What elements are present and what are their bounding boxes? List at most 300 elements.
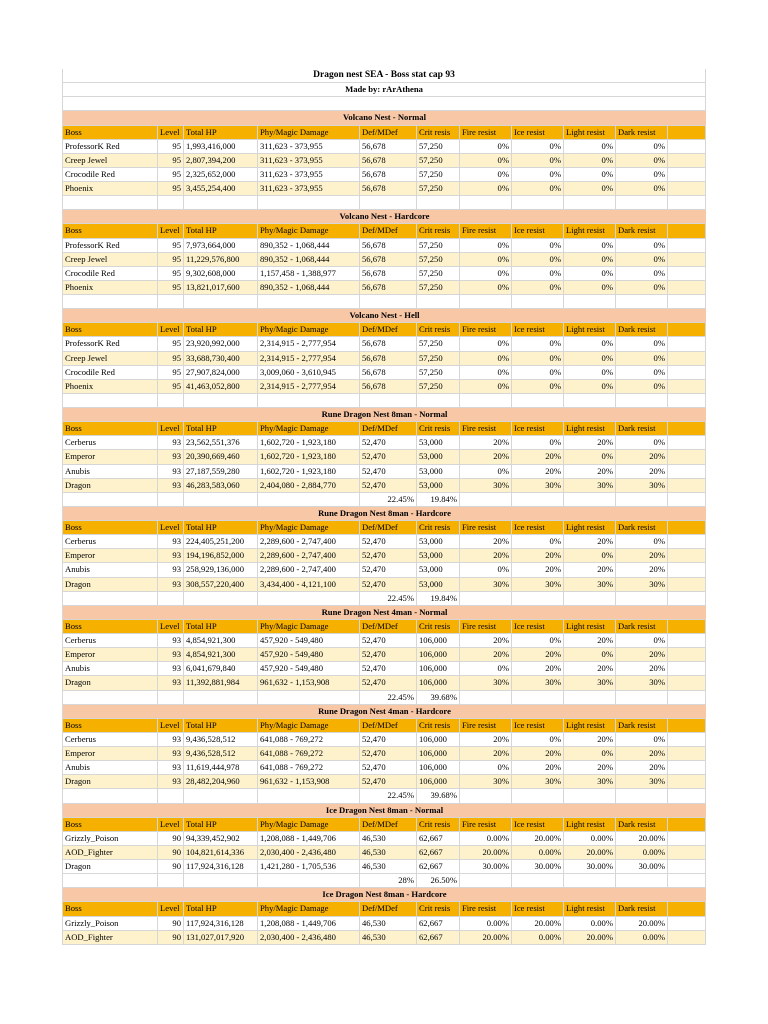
table-cell: 53,000 xyxy=(417,436,460,449)
table-cell: 0% xyxy=(460,662,512,675)
table-cell: 1,602,720 - 1,923,180 xyxy=(258,436,360,449)
column-header: Def/MDef xyxy=(360,126,417,139)
table-row xyxy=(62,549,706,563)
table-cell: 23,920,992,000 xyxy=(184,337,258,350)
column-header: Crit resis xyxy=(417,719,460,732)
table-cell: 641,088 - 769,272 xyxy=(258,747,360,760)
table-cell: 20% xyxy=(616,761,668,774)
table-cell: Creep Jewel xyxy=(62,253,158,266)
section-title: Rune Dragon Nest 4man - Normal xyxy=(62,606,706,619)
table-row xyxy=(62,352,706,366)
table-cell: 0% xyxy=(616,239,668,252)
table-cell: 1,421,280 - 1,705,536 xyxy=(258,860,360,873)
table-cell: 1,208,088 - 1,449,706 xyxy=(258,832,360,845)
table-cell: 457,920 - 549,480 xyxy=(258,662,360,675)
column-header: Dark resist xyxy=(616,224,668,237)
table-cell: Grizzly_Poison xyxy=(62,917,158,930)
table-cell: 2,404,080 - 2,884,770 xyxy=(258,479,360,492)
column-header: Phy/Magic Damage xyxy=(258,719,360,732)
summary-cell xyxy=(564,592,616,605)
table-cell: 194,196,852,000 xyxy=(184,549,258,562)
table-cell: 30% xyxy=(512,676,564,689)
column-header: Boss xyxy=(62,818,158,831)
table-cell: 57,250 xyxy=(417,352,460,365)
table-cell: Emperor xyxy=(62,450,158,463)
summary-cell: 22.45% xyxy=(360,789,417,802)
table-cell: 52,470 xyxy=(360,676,417,689)
column-header: Total HP xyxy=(184,719,258,732)
header-spacer xyxy=(668,422,706,435)
column-header: Light resist xyxy=(564,422,616,435)
table-cell: 0% xyxy=(564,154,616,167)
row-spacer xyxy=(668,154,706,167)
table-cell: 56,678 xyxy=(360,337,417,350)
table-cell: 0% xyxy=(616,535,668,548)
column-header: Level xyxy=(158,620,184,633)
table-cell: Dragon xyxy=(62,860,158,873)
table-cell: 0.00% xyxy=(616,846,668,859)
column-header: Boss xyxy=(62,422,158,435)
table-cell: Creep Jewel xyxy=(62,352,158,365)
table-cell: 0% xyxy=(564,648,616,661)
column-header: Def/MDef xyxy=(360,323,417,336)
table-cell: 106,000 xyxy=(417,634,460,647)
table-cell: 20% xyxy=(460,436,512,449)
column-header: Crit resis xyxy=(417,224,460,237)
table-cell: 9,436,528,512 xyxy=(184,747,258,760)
column-header: Boss xyxy=(62,620,158,633)
table-cell: 52,470 xyxy=(360,662,417,675)
table-cell: 20% xyxy=(616,549,668,562)
table-cell: 30% xyxy=(564,775,616,788)
table-cell: 57,250 xyxy=(417,337,460,350)
sheet-subtitle-row xyxy=(62,83,706,97)
summary-cell xyxy=(158,592,184,605)
summary-cell xyxy=(184,691,258,704)
table-row xyxy=(62,578,706,592)
summary-cell xyxy=(258,592,360,605)
section-title-row xyxy=(62,705,706,719)
summary-cell xyxy=(258,789,360,802)
summary-cell xyxy=(62,592,158,605)
table-cell: 52,470 xyxy=(360,761,417,774)
table-cell: 0% xyxy=(616,634,668,647)
column-header: Phy/Magic Damage xyxy=(258,422,360,435)
table-cell: 20% xyxy=(460,733,512,746)
table-cell: 62,667 xyxy=(417,917,460,930)
table-cell: Dragon xyxy=(62,676,158,689)
table-cell: 0% xyxy=(460,239,512,252)
column-header: Total HP xyxy=(184,521,258,534)
table-cell: 30% xyxy=(460,578,512,591)
table-cell: Emperor xyxy=(62,747,158,760)
column-header: Level xyxy=(158,818,184,831)
table-cell: 9,302,608,000 xyxy=(184,267,258,280)
column-header: Total HP xyxy=(184,620,258,633)
table-cell: 93 xyxy=(158,479,184,492)
summary-cell xyxy=(564,394,616,407)
summary-cell xyxy=(184,394,258,407)
table-cell: 46,530 xyxy=(360,860,417,873)
table-cell: 93 xyxy=(158,549,184,562)
summary-cell: 26.50% xyxy=(417,874,460,887)
summary-cell xyxy=(360,394,417,407)
summary-cell xyxy=(158,196,184,209)
table-cell: 52,470 xyxy=(360,747,417,760)
table-cell: 4,854,921,300 xyxy=(184,648,258,661)
table-cell: Phoenix xyxy=(62,182,158,195)
column-header: Light resist xyxy=(564,818,616,831)
table-cell: 20% xyxy=(616,662,668,675)
table-cell: 62,667 xyxy=(417,931,460,944)
table-cell: 90 xyxy=(158,846,184,859)
table-cell: 93 xyxy=(158,634,184,647)
table-cell: 0% xyxy=(512,239,564,252)
table-cell: 20% xyxy=(460,648,512,661)
summary-cell xyxy=(258,493,360,506)
row-spacer xyxy=(668,352,706,365)
header-row xyxy=(62,620,706,634)
table-cell: 11,229,576,800 xyxy=(184,253,258,266)
column-header: Ice resist xyxy=(512,719,564,732)
summary-cell xyxy=(616,789,668,802)
table-cell: 890,352 - 1,068,444 xyxy=(258,281,360,294)
column-header: Light resist xyxy=(564,719,616,732)
section-title-row xyxy=(62,408,706,422)
table-cell: 0% xyxy=(460,380,512,393)
section-title-row xyxy=(62,606,706,620)
table-cell: 0% xyxy=(616,140,668,153)
column-header: Fire resist xyxy=(460,126,512,139)
table-row xyxy=(62,337,706,351)
row-spacer xyxy=(668,479,706,492)
table-cell: 20% xyxy=(564,634,616,647)
blank-row xyxy=(62,97,706,111)
sections-container xyxy=(62,111,706,944)
table-cell: 20% xyxy=(512,747,564,760)
table-cell: 20.00% xyxy=(564,931,616,944)
table-cell: 0.00% xyxy=(512,931,564,944)
table-cell: AOD_Fighter xyxy=(62,846,158,859)
sheet-title-row xyxy=(62,69,706,83)
column-header: Level xyxy=(158,422,184,435)
summary-cell xyxy=(184,196,258,209)
row-spacer xyxy=(668,775,706,788)
table-cell: 0% xyxy=(616,253,668,266)
section-title: Rune Dragon Nest 8man - Hardcore xyxy=(62,507,706,520)
row-spacer xyxy=(668,563,706,576)
summary-cell xyxy=(512,493,564,506)
table-row xyxy=(62,832,706,846)
table-cell: 27,187,559,280 xyxy=(184,465,258,478)
table-cell: 30% xyxy=(616,676,668,689)
table-cell: 30% xyxy=(564,676,616,689)
summary-cell: 22.45% xyxy=(360,493,417,506)
column-header: Crit resis xyxy=(417,902,460,915)
table-row xyxy=(62,239,706,253)
spreadsheet xyxy=(62,69,706,945)
table-cell: 20.00% xyxy=(616,917,668,930)
table-cell: Grizzly_Poison xyxy=(62,832,158,845)
table-cell: 106,000 xyxy=(417,775,460,788)
table-cell: 7,973,664,000 xyxy=(184,239,258,252)
header-row xyxy=(62,224,706,238)
table-cell: 2,030,400 - 2,436,480 xyxy=(258,846,360,859)
table-cell: 0% xyxy=(460,352,512,365)
table-cell: 52,470 xyxy=(360,479,417,492)
column-header: Fire resist xyxy=(460,818,512,831)
table-cell: 52,470 xyxy=(360,634,417,647)
column-header: Phy/Magic Damage xyxy=(258,902,360,915)
column-header: Level xyxy=(158,902,184,915)
summary-cell xyxy=(616,196,668,209)
table-cell: 20% xyxy=(460,549,512,562)
column-header: Phy/Magic Damage xyxy=(258,224,360,237)
table-cell: 20% xyxy=(616,563,668,576)
summary-cell xyxy=(360,196,417,209)
summary-cell xyxy=(668,592,706,605)
column-header: Total HP xyxy=(184,422,258,435)
summary-cell: 28% xyxy=(360,874,417,887)
table-cell: 0% xyxy=(512,140,564,153)
summary-cell xyxy=(184,874,258,887)
table-cell: 95 xyxy=(158,337,184,350)
table-row xyxy=(62,846,706,860)
table-cell: Dragon xyxy=(62,479,158,492)
table-cell: 30% xyxy=(564,578,616,591)
table-cell: 0% xyxy=(512,634,564,647)
summary-cell: 39.68% xyxy=(417,691,460,704)
table-cell: 30% xyxy=(616,775,668,788)
table-cell: 890,352 - 1,068,444 xyxy=(258,239,360,252)
table-cell: 20% xyxy=(564,733,616,746)
table-cell: 0% xyxy=(460,761,512,774)
table-cell: 20% xyxy=(512,563,564,576)
section-title-row xyxy=(62,888,706,902)
summary-cell xyxy=(616,493,668,506)
header-row xyxy=(62,323,706,337)
row-spacer xyxy=(668,917,706,930)
table-cell: 20% xyxy=(616,747,668,760)
header-row xyxy=(62,902,706,916)
summary-cell xyxy=(417,394,460,407)
table-cell: 93 xyxy=(158,747,184,760)
summary-cell xyxy=(564,196,616,209)
table-cell: 93 xyxy=(158,450,184,463)
table-cell: 890,352 - 1,068,444 xyxy=(258,253,360,266)
table-cell: 20% xyxy=(512,648,564,661)
summary-cell xyxy=(62,295,158,308)
table-cell: Cerberus xyxy=(62,733,158,746)
table-cell: 20% xyxy=(460,747,512,760)
table-cell: 52,470 xyxy=(360,535,417,548)
column-header: Ice resist xyxy=(512,323,564,336)
table-cell: 117,924,316,128 xyxy=(184,917,258,930)
table-cell: 20% xyxy=(512,761,564,774)
table-cell: 0% xyxy=(564,549,616,562)
table-cell: 93 xyxy=(158,648,184,661)
table-cell: 90 xyxy=(158,832,184,845)
table-cell: 30.00% xyxy=(616,860,668,873)
summary-cell xyxy=(258,196,360,209)
table-cell: 93 xyxy=(158,563,184,576)
table-cell: 0% xyxy=(564,182,616,195)
table-cell: 95 xyxy=(158,267,184,280)
row-spacer xyxy=(668,747,706,760)
table-cell: 95 xyxy=(158,380,184,393)
row-spacer xyxy=(668,846,706,859)
column-header: Light resist xyxy=(564,902,616,915)
summary-cell xyxy=(512,874,564,887)
table-cell: 0% xyxy=(616,436,668,449)
table-cell: Phoenix xyxy=(62,380,158,393)
section-title-row xyxy=(62,210,706,224)
summary-cell xyxy=(668,493,706,506)
row-spacer xyxy=(668,662,706,675)
column-header: Dark resist xyxy=(616,902,668,915)
table-cell: 95 xyxy=(158,140,184,153)
column-header: Boss xyxy=(62,521,158,534)
table-cell: 95 xyxy=(158,154,184,167)
table-cell: 57,250 xyxy=(417,281,460,294)
column-header: Level xyxy=(158,126,184,139)
section-title: Volcano Nest - Hell xyxy=(62,309,706,322)
table-cell: 0% xyxy=(512,352,564,365)
table-cell: 0% xyxy=(460,281,512,294)
row-spacer xyxy=(668,380,706,393)
header-spacer xyxy=(668,620,706,633)
summary-row xyxy=(62,592,706,606)
summary-cell xyxy=(512,394,564,407)
table-cell: Anubis xyxy=(62,662,158,675)
summary-cell xyxy=(258,295,360,308)
table-cell: 0% xyxy=(512,168,564,181)
column-header: Light resist xyxy=(564,323,616,336)
table-cell: 0% xyxy=(512,337,564,350)
summary-cell xyxy=(158,789,184,802)
column-header: Level xyxy=(158,719,184,732)
table-cell: 131,027,017,920 xyxy=(184,931,258,944)
table-cell: 2,030,400 - 2,436,480 xyxy=(258,931,360,944)
table-cell: 46,530 xyxy=(360,917,417,930)
table-cell: 0.00% xyxy=(616,931,668,944)
table-cell: AOD_Fighter xyxy=(62,931,158,944)
row-spacer xyxy=(668,450,706,463)
row-spacer xyxy=(668,676,706,689)
summary-cell xyxy=(616,691,668,704)
table-cell: 20% xyxy=(512,662,564,675)
summary-cell: 19.84% xyxy=(417,592,460,605)
table-cell: 93 xyxy=(158,676,184,689)
table-cell: 57,250 xyxy=(417,140,460,153)
table-row xyxy=(62,465,706,479)
summary-cell xyxy=(360,295,417,308)
table-cell: 20% xyxy=(564,465,616,478)
row-spacer xyxy=(668,860,706,873)
table-cell: 0% xyxy=(460,182,512,195)
column-header: Total HP xyxy=(184,818,258,831)
table-cell: 0% xyxy=(564,380,616,393)
header-spacer xyxy=(668,323,706,336)
summary-cell xyxy=(460,592,512,605)
table-cell: 2,289,600 - 2,747,400 xyxy=(258,535,360,548)
table-cell: 0% xyxy=(460,253,512,266)
header-row xyxy=(62,719,706,733)
column-header: Phy/Magic Damage xyxy=(258,620,360,633)
table-cell: 93 xyxy=(158,761,184,774)
table-cell: 56,678 xyxy=(360,267,417,280)
row-spacer xyxy=(668,366,706,379)
summary-cell xyxy=(158,874,184,887)
table-cell: 106,000 xyxy=(417,747,460,760)
table-cell: 90 xyxy=(158,931,184,944)
row-spacer xyxy=(668,549,706,562)
column-header: Boss xyxy=(62,224,158,237)
table-cell: 0% xyxy=(512,267,564,280)
table-cell: 961,632 - 1,153,908 xyxy=(258,775,360,788)
table-row xyxy=(62,182,706,196)
summary-cell xyxy=(564,295,616,308)
table-cell: 53,000 xyxy=(417,563,460,576)
summary-cell xyxy=(184,592,258,605)
summary-cell xyxy=(258,394,360,407)
column-header: Fire resist xyxy=(460,224,512,237)
row-spacer xyxy=(668,239,706,252)
section-title-row xyxy=(62,111,706,125)
summary-cell xyxy=(158,691,184,704)
table-cell: Cerberus xyxy=(62,535,158,548)
table-cell: 0% xyxy=(616,154,668,167)
table-cell: 52,470 xyxy=(360,436,417,449)
summary-cell xyxy=(564,493,616,506)
table-cell: 0% xyxy=(564,747,616,760)
table-cell: 0% xyxy=(512,154,564,167)
summary-cell: 22.45% xyxy=(360,592,417,605)
table-cell: 0% xyxy=(512,182,564,195)
column-header: Crit resis xyxy=(417,126,460,139)
column-header: Ice resist xyxy=(512,422,564,435)
summary-cell: 19.84% xyxy=(417,493,460,506)
table-cell: 641,088 - 769,272 xyxy=(258,761,360,774)
table-cell: 6,041,679,840 xyxy=(184,662,258,675)
table-cell: 20.00% xyxy=(512,832,564,845)
table-cell: 258,929,136,000 xyxy=(184,563,258,576)
table-cell: 90 xyxy=(158,917,184,930)
row-spacer xyxy=(668,436,706,449)
table-cell: 57,250 xyxy=(417,380,460,393)
table-cell: 20,390,669,460 xyxy=(184,450,258,463)
table-cell: 9,436,528,512 xyxy=(184,733,258,746)
summary-cell xyxy=(512,691,564,704)
summary-cell xyxy=(668,196,706,209)
table-cell: 0% xyxy=(512,535,564,548)
table-row xyxy=(62,747,706,761)
column-header: Total HP xyxy=(184,126,258,139)
row-spacer xyxy=(668,267,706,280)
table-cell: 56,678 xyxy=(360,281,417,294)
column-header: Phy/Magic Damage xyxy=(258,818,360,831)
table-cell: 56,678 xyxy=(360,352,417,365)
table-cell: 0% xyxy=(512,253,564,266)
table-cell: 95 xyxy=(158,281,184,294)
table-cell: 30.00% xyxy=(564,860,616,873)
column-header: Def/MDef xyxy=(360,719,417,732)
summary-cell xyxy=(512,295,564,308)
summary-cell xyxy=(258,691,360,704)
table-cell: 93 xyxy=(158,775,184,788)
table-cell: ProfessorK Red xyxy=(62,140,158,153)
table-cell: 56,678 xyxy=(360,239,417,252)
